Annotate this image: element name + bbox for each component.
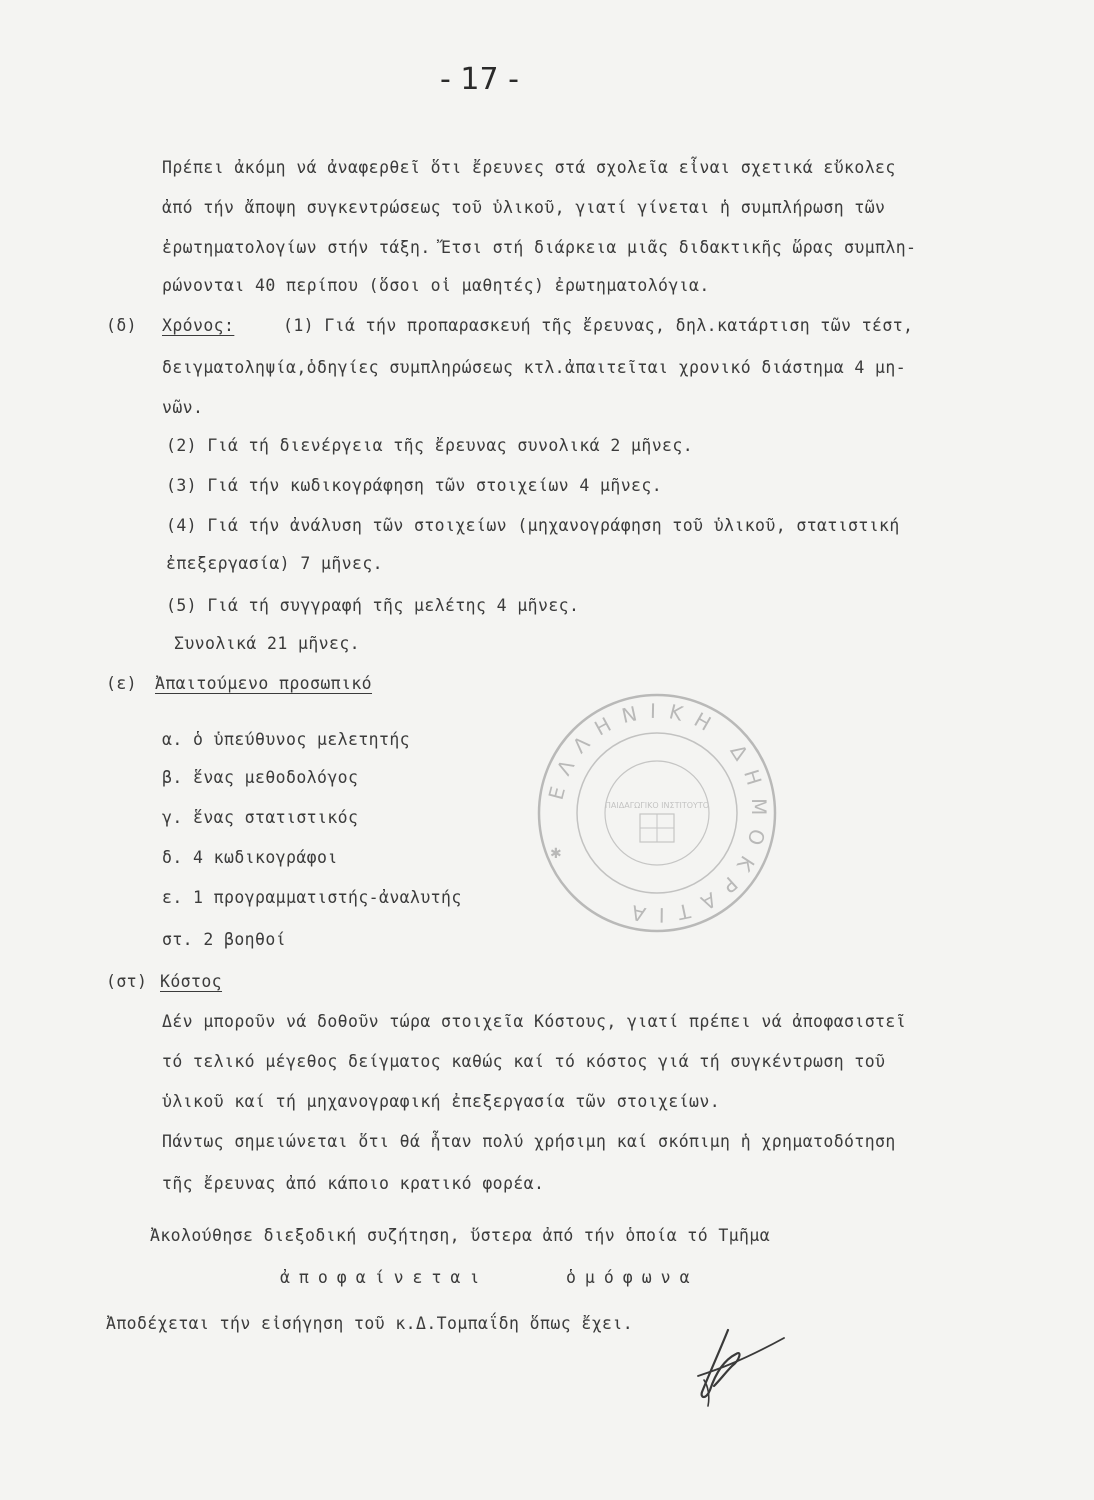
intro-line-4: ρώνονται 40 περίπου (ὅσοι οἱ μαθητές) ἐρωτηματολόγια. xyxy=(162,276,710,295)
official-stamp xyxy=(532,688,782,938)
section-e-item-f: στ. 2 βοηθοί xyxy=(162,930,287,949)
section-d-item-1-cont: δειγματοληψία,ὁδηγίες συμπληρώσεως κτλ.ἀπαιτεῖται χρονικό διάστημα 4 μη- xyxy=(162,358,907,377)
section-d-item-4-cont: ἐπεξεργασία) 7 μῆνες. xyxy=(166,554,384,573)
decision-word-1: ἀποφαίνεται xyxy=(280,1268,489,1287)
section-st-line-4: Πάντως σημειώνεται ὅτι θά ἦταν πολύ χρήσιμη καί σκόπιμη ἡ χρηματοδότηση xyxy=(162,1132,896,1151)
section-st-marker: (στ) xyxy=(106,972,148,991)
section-d-total: Συνολικά 21 μῆνες. xyxy=(174,634,361,653)
section-d-marker: (δ) xyxy=(106,316,138,335)
section-e-item-e: ε. 1 προγραμματιστής-ἀναλυτής xyxy=(162,888,462,907)
section-e-item-d: δ. 4 κωδικογράφοι xyxy=(162,848,338,867)
section-e-title: Ἀπαιτούμενο προσωπικό xyxy=(155,674,373,693)
section-st-title: Κόστος xyxy=(160,972,223,991)
intro-line-2: ἀπό τήν ἄποψη συγκεντρώσεως τοῦ ὑλικοῦ, γιατί γίνεται ἡ συμπλήρωση τῶν xyxy=(162,198,886,217)
section-e-item-c: γ. ἕνας στατιστικός xyxy=(162,808,359,827)
section-e-marker: (ε) xyxy=(106,674,138,693)
section-d-title: Χρόνος: xyxy=(162,316,235,335)
section-st-line-1: Δέν μποροῦν νά δοθοῦν τώρα στοιχεῖα Κόστους, γιατί πρέπει νά ἀποφασιστεῖ xyxy=(162,1012,907,1031)
section-d-item-1-end: νῶν. xyxy=(162,398,204,417)
section-e-item-b: β. ἕνας μεθοδολόγος xyxy=(162,768,359,787)
discussion-line: Ἀκολούθησε διεξοδική συζήτηση, ὕστερα ἀπό τήν ὁποία τό Τμῆμα xyxy=(150,1226,771,1245)
decision-word-2: ὁμόφωνα xyxy=(566,1268,699,1287)
section-d-item-3: (3) Γιά τήν κωδικογράφηση τῶν στοιχείων 4 μῆνες. xyxy=(166,476,663,495)
stamp-inner-text: ΠΑΙΔΑΓΩΓΙΚΟ ΙΝΣΤΙΤΟΥΤΟ xyxy=(604,801,710,810)
acceptance-line: Ἀποδέχεται τήν εἰσήγηση τοῦ κ.Δ.Τομπαΐδη ὅπως ἔχει. xyxy=(106,1314,634,1333)
section-d-item-4: (4) Γιά τήν ἀνάλυση τῶν στοιχείων (μηχανογράφηση τοῦ ὑλικοῦ, στατιστική xyxy=(166,516,900,535)
svg-text:✱: ✱ xyxy=(550,846,562,862)
section-st-line-5: τῆς ἔρευνας ἀπό κάποιο κρατικό φορέα. xyxy=(162,1174,545,1193)
section-d-item-5: (5) Γιά τή συγγραφή τῆς μελέτης 4 μῆνες. xyxy=(166,596,580,615)
section-st-line-2: τό τελικό μέγεθος δείγματος καθώς καί τό κόστος γιά τή συγκέντρωση τοῦ xyxy=(162,1052,886,1071)
stamp-ring-text: ΕΛΛΗΝΙΚΗ ΔΗΜΟΚΡΑΤΙΑ xyxy=(543,698,772,928)
section-st-line-3: ὑλικοῦ καί τή μηχανογραφική ἐπεξεργασία τῶν στοιχείων. xyxy=(162,1092,721,1111)
section-e-item-a: α. ὁ ὑπεύθυνος μελετητής xyxy=(162,730,411,749)
intro-line-1: Πρέπει ἀκόμη νά ἀναφερθεῖ ὅτι ἔρευνες στά σχολεῖα εἶναι σχετικά εὔκολες xyxy=(162,158,896,177)
section-d-item-2: (2) Γιά τή διενέργεια τῆς ἔρευνας συνολικά 2 μῆνες. xyxy=(166,436,694,455)
page-number: - 17 - xyxy=(440,62,519,97)
section-d-item-1: (1) Γιά τήν προπαρασκευή τῆς ἔρευνας, δηλ.κατάρτιση τῶν τέστ, xyxy=(283,316,914,335)
signature xyxy=(680,1320,790,1410)
intro-line-3: ἐρωτηματολογίων στήν τάξη. Ἔτσι στή διάρκεια μιᾶς διδακτικῆς ὥρας συμπλη- xyxy=(162,238,917,257)
